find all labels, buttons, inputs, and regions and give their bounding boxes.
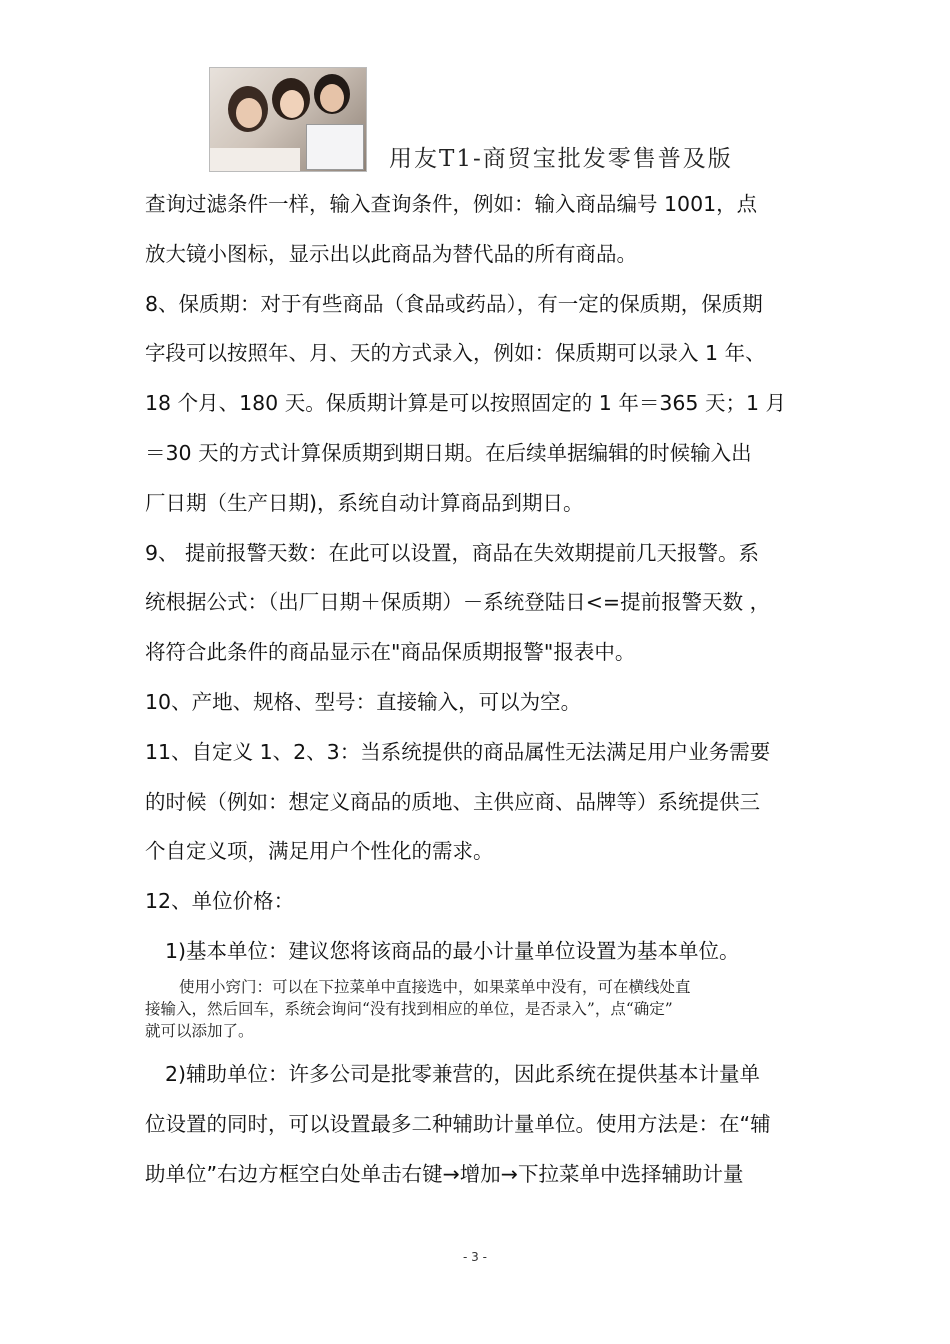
text-line: ＝30 天的方式计算保质期到期日期。在后续单据编辑的时候输入出 [145,440,752,465]
text-line: 查询过滤条件一样，输入查询条件，例如：输入商品编号 1001，点 [145,192,758,216]
text-line: 2)辅助单位：许多公司是批零兼营的，因此系统在提供基本计量单 [165,1062,761,1086]
text-line: 8、保质期：对于有些商品（食品或药品），有一定的保质期，保质期 [145,291,763,316]
text-line: 10、产地、规格、型号：直接输入，可以为空。 [145,689,582,714]
text-line: 放大镜小图标，显示出以此商品为替代品的所有商品。 [145,241,637,266]
document-body-continued [145,1050,810,1199]
tip-line: 就可以添加了。 [145,1022,254,1040]
text-line: 18 个月、180 天。保质期计算是可以按照固定的 1 年＝365 天；1 月 [145,391,787,416]
tip-line: 使用小窍门：可以在下拉菜单中直接选中，如果菜单中没有，可在横线处直 [179,978,691,996]
text-line: 11、自定义 1、2、3：当系统提供的商品属性无法满足用户业务需要 [145,739,771,764]
text-line: 12、单位价格： [145,889,295,914]
text-line: 统根据公式：（出厂日期＋保质期）－系统登陆日<=提前报警天数 ， [145,590,771,615]
text-line: 个自定义项，满足用户个性化的需求。 [145,839,494,864]
text-line: 助单位”右边方框空白处单击右键→增加→下拉菜单中选择辅助计量 [145,1161,744,1186]
text-line: 9、 提前报警天数：在此可以设置，商品在失效期提前几天报警。系 [145,540,760,565]
document-body [145,180,810,977]
text-line: 字段可以按照年、月、天的方式录入，例如：保质期可以录入 1 年、 [145,341,766,366]
document-header-title: 用友T1-商贸宝批发零售普及版 [389,146,733,172]
tip-line: 接输入，然后回车，系统会询问“没有找到相应的单位，是否录入”，点“确定” [145,1000,673,1018]
text-line: 1)基本单位：建议您将该商品的最小计量单位设置为基本单位。 [165,938,740,963]
people-laptop-photo-icon [209,67,367,172]
text-line: 位设置的同时，可以设置最多二种辅助计量单位。使用方法是：在“辅 [145,1111,771,1136]
text-line: 厂日期（生产日期)，系统自动计算商品到期日。 [145,490,584,515]
tip-box [145,976,810,1042]
text-line: 将符合此条件的商品显示在"商品保质期报警"报表中。 [145,640,636,665]
text-line: 的时候（例如：想定义商品的质地、主供应商、品牌等）系统提供三 [145,789,760,814]
page-number: - 3 - [463,1250,487,1264]
